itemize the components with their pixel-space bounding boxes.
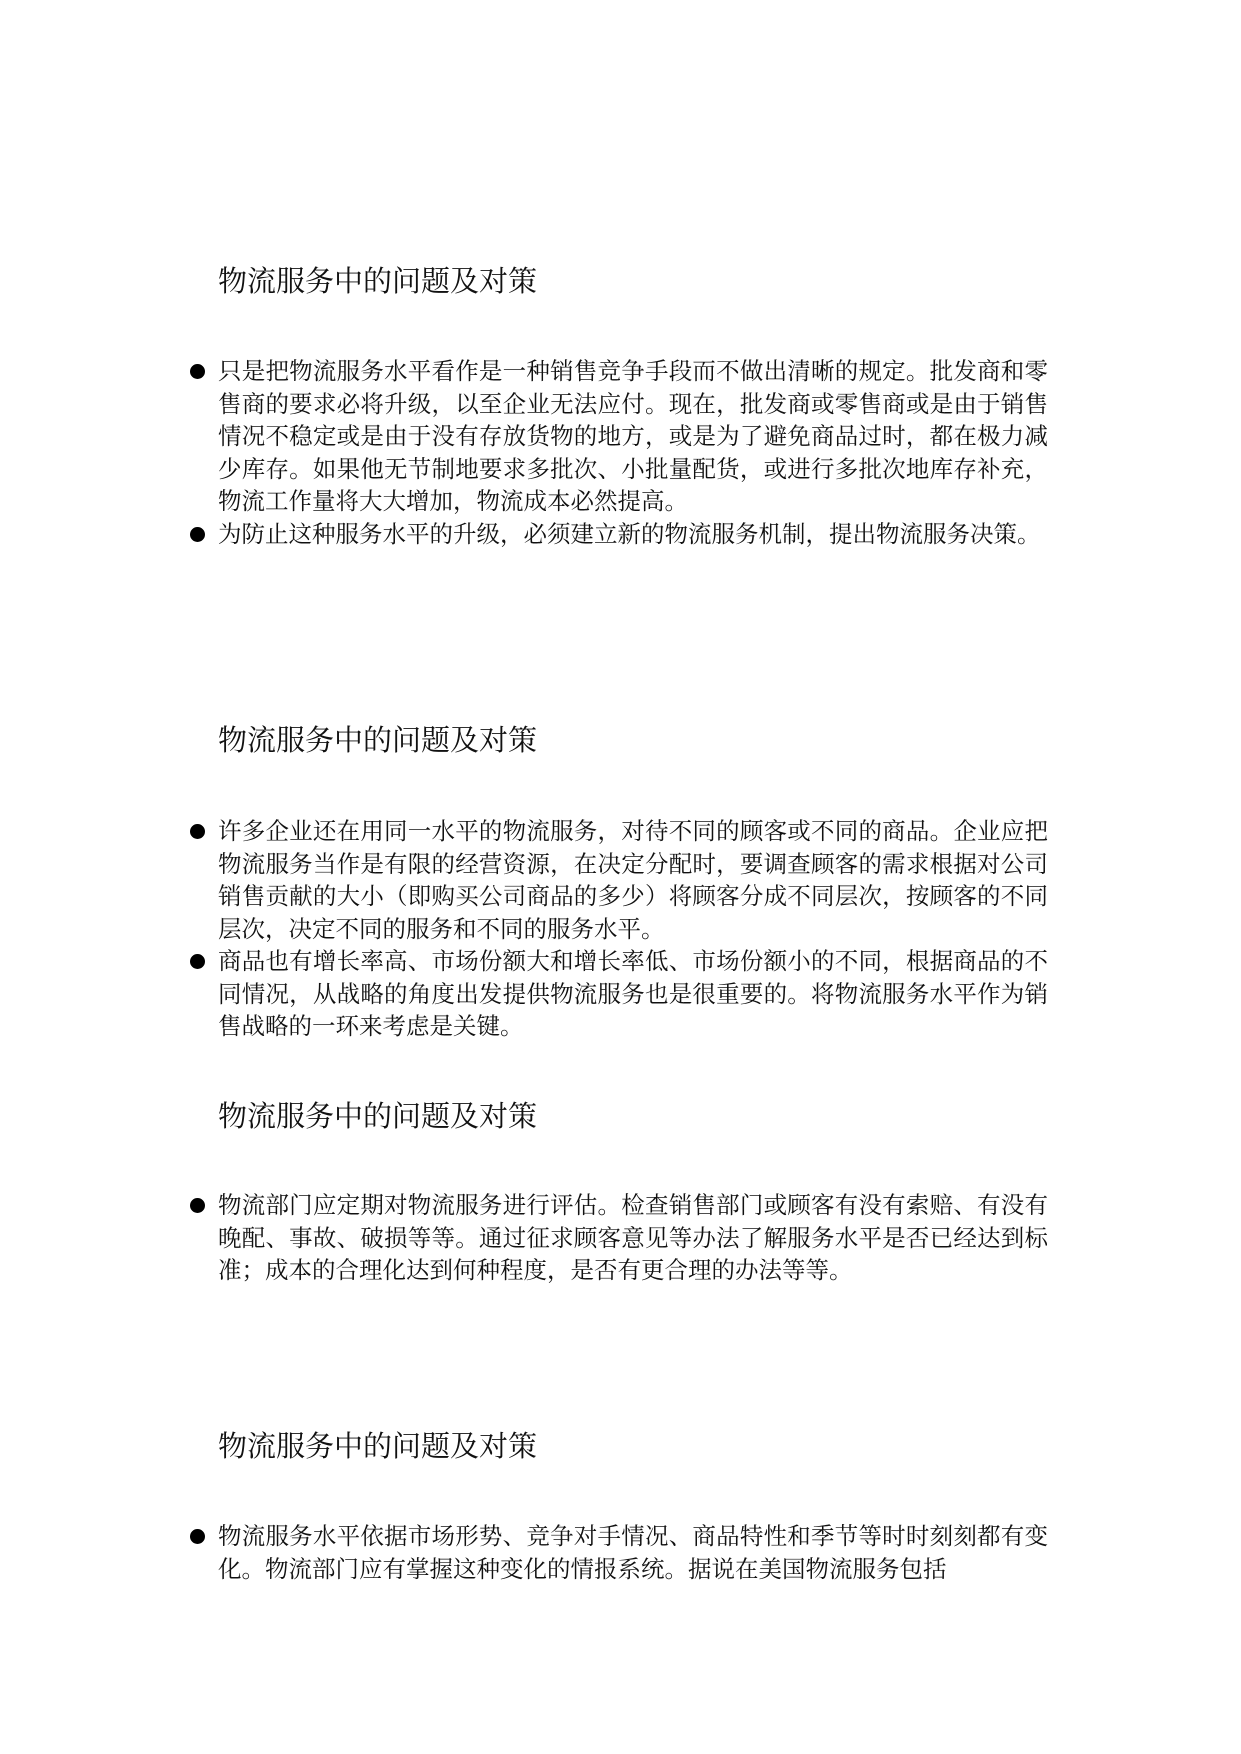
bullet-item xyxy=(0,1189,1048,1287)
bullet-list xyxy=(0,1189,1241,1287)
bullet-text: 只是把物流服务水平看作是一种销售竞争手段而不做出清晰的规定。批发商和零售商的要求必将升级，以至企业无法应付。现在，批发商或零售商或是由于销售情况不稳定或是由于没有存放货物的地方，或是为了避免商品过时，都在极力减少库存。如果他无节制地要求多批次、小批量配货，或进行多批次地库存补充，物流工作量将大大增加，物流成本必然提高。 xyxy=(218,357,1048,515)
section-heading: 物流服务中的问题及对策 xyxy=(218,723,538,757)
bullet-dot-icon xyxy=(190,1529,205,1544)
bullet-text: 物流服务水平依据市场形势、竞争对手情况、商品特性和季节等时时刻刻都有变化。物流部门应有掌握这种变化的情报系统。据说在美国物流服务包括 xyxy=(218,1522,1048,1583)
bullet-text: 许多企业还在用同一水平的物流服务，对待不同的顾客或不同的商品。企业应把物流服务当作是有限的经营资源，在决定分配时，要调查顾客的需求根据对公司销售贡献的大小（即购买公司商品的多少）将顾客分成不同层次，按顾客的不同层次，决定不同的服务和不同的服务水平。 xyxy=(218,817,1048,943)
bullet-dot-icon xyxy=(190,1198,205,1213)
bullet-text: 物流部门应定期对物流服务进行评估。检查销售部门或顾客有没有索赔、有没有晚配、事故、破损等等。通过征求顾客意见等办法了解服务水平是否已经达到标准；成本的合理化达到何种程度，是否有更合理的办法等等。 xyxy=(218,1191,1048,1284)
bullet-item xyxy=(0,355,1048,518)
bullet-dot-icon xyxy=(190,954,205,969)
bullet-dot-icon xyxy=(190,527,205,542)
section-heading: 物流服务中的问题及对策 xyxy=(218,1429,538,1463)
bullet-list xyxy=(0,815,1241,1043)
bullet-item xyxy=(0,518,1048,551)
bullet-text: 为防止这种服务水平的升级，必须建立新的物流服务机制，提出物流服务决策。 xyxy=(218,519,1041,548)
bullet-item xyxy=(0,945,1048,1043)
bullet-text: 商品也有增长率高、市场份额大和增长率低、市场份额小的不同，根据商品的不同情况，从战略的角度出发提供物流服务也是很重要的。将物流服务水平作为销售战略的一环来考虑是关键。 xyxy=(218,947,1048,1040)
bullet-list xyxy=(0,355,1241,550)
bullet-dot-icon xyxy=(190,364,205,379)
section-heading: 物流服务中的问题及对策 xyxy=(218,264,538,298)
bullet-item xyxy=(0,1520,1048,1585)
bullet-dot-icon xyxy=(190,824,205,839)
section-heading: 物流服务中的问题及对策 xyxy=(218,1099,538,1133)
bullet-item xyxy=(0,815,1048,945)
bullet-list xyxy=(0,1520,1241,1585)
